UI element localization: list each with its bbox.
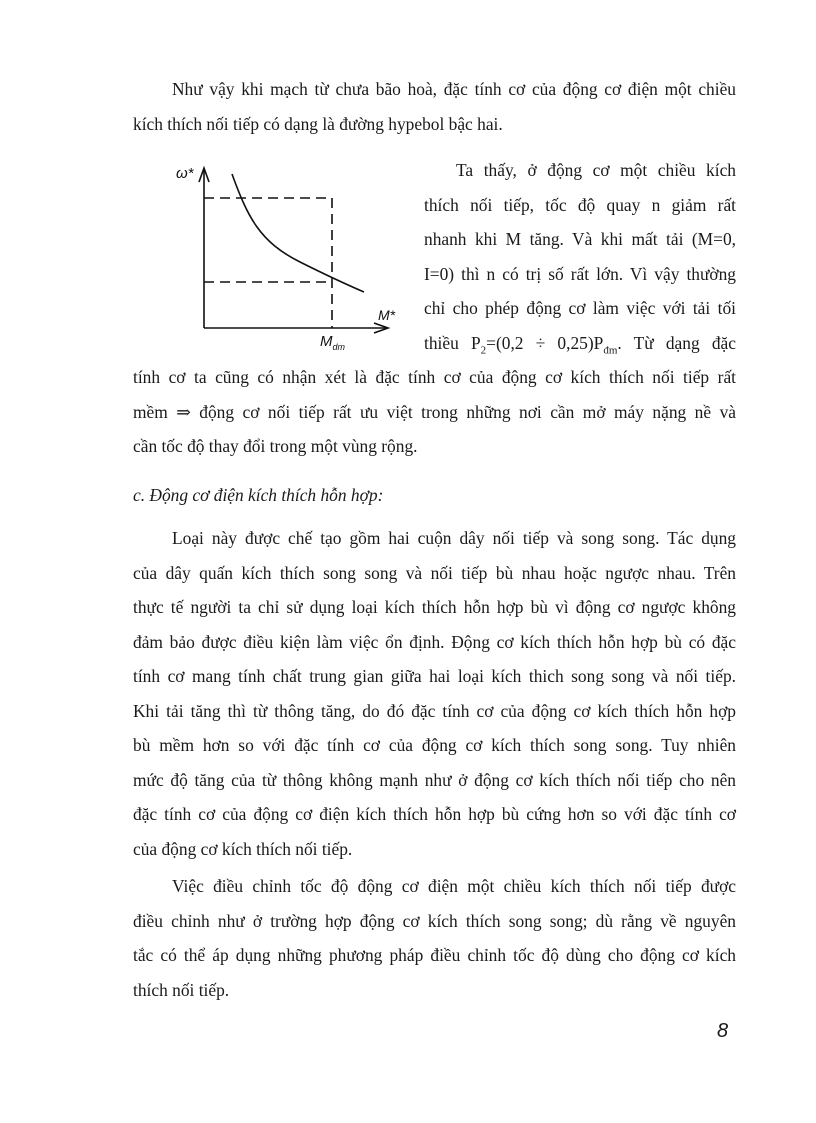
text-line: cần tốc độ thay đổi trong một vùng rộng. [133, 436, 418, 456]
hyperbola-curve [232, 174, 364, 292]
rated-torque-symbol: M [320, 333, 333, 350]
y-axis-label: ω* [176, 165, 194, 182]
text-line: bù mềm hơn so với đặc tính cơ của động cơ kích thích song song. Tuy nhiên [133, 735, 736, 755]
text-line: thích nối tiếp. [133, 979, 230, 1000]
mechanical-characteristic-figure [170, 158, 410, 358]
text-line: mềm ⇒ động cơ nối tiếp rất ưu việt trong những nơi cần mở máy nặng nề và [133, 401, 736, 422]
text-line: mức độ tăng của từ thông không mạnh như ở động cơ kích thích nối tiếp cho nên [133, 769, 736, 790]
text-line: Khi tải tăng thì từ thông tăng, do đó đặc tính cơ của động cơ kích thích hỗn hợp [133, 700, 736, 721]
text-line: kích thích nối tiếp có dạng là đường hypebol bậc hai. [133, 113, 503, 134]
text-line: điều chỉnh như ở trường hợp động cơ kích thích song song; dù rằng về nguyên [133, 910, 736, 931]
text-line: của dây quấn kích thích song song và nối tiếp bù nhau hoặc ngược nhau. Trên [133, 562, 736, 583]
text-line: I=0) thì n có trị số rất lớn. Vì vậy thường [424, 263, 736, 284]
text-line: Ta thấy, ở động cơ một chiều kích [456, 160, 736, 180]
formula-line: thiều $P_2=(0,2 \div 0,25)P_{đm}$. Từ dạng đặc [424, 332, 736, 356]
text-line: tính cơ ta cũng có nhận xét là đặc tính cơ của động cơ kích thích nối tiếp rất [133, 367, 736, 387]
rated-torque-subscript: dm [332, 342, 346, 352]
page-number: 8 [717, 1020, 729, 1042]
text-line: Việc điều chỉnh tốc độ động cơ điện một chiều kích thích nối tiếp được [172, 876, 736, 896]
text-line: tính cơ mang tính chất trung gian giữa hai loại kích thich song song và nối tiếp. [133, 666, 736, 686]
section-heading: c. Động cơ điện kích thích hỗn hợp: [133, 485, 384, 505]
side-paragraph [424, 153, 736, 367]
text-line: đảm bảo được điều kiện làm việc ổn định. Động cơ kích thích hỗn hợp bù có đặc [133, 631, 736, 652]
text-line: Như vậy khi mạch từ chưa bão hoà, đặc tính cơ của động cơ điện một chiều [172, 79, 736, 99]
text-line: đặc tính cơ của động cơ điện kích thích hỗn hợp bù cứng hơn so với đặc tính cơ [133, 804, 736, 824]
text-line: tắc có thể áp dụng những phương pháp điều chỉnh tốc độ dùng cho động cơ kích [133, 945, 736, 965]
speed-control-paragraph [133, 869, 736, 1007]
intro-paragraph [133, 72, 736, 141]
text-line: Loại này được chế tạo gồm hai cuộn dây nối tiếp và song song. Tác dụng [172, 528, 736, 548]
text-line: nhanh khi M tăng. Và khi mất tải (M=0, [424, 229, 736, 249]
text-line: của động cơ kích thích nối tiếp. [133, 838, 353, 859]
x-axis-label: M* [378, 307, 396, 323]
compound-motor-paragraph [133, 521, 736, 866]
continuation-paragraph [133, 360, 736, 464]
rated-torque-label [320, 333, 346, 352]
text-line: thích nối tiếp, tốc độ quay n giảm rất [424, 194, 736, 215]
text-line: thực tế người ta chỉ sử dụng loại kích thích hỗn hợp bù vì động cơ ngược không [133, 597, 736, 617]
text-line: chỉ cho phép động cơ làm việc với tải tối [424, 298, 736, 318]
